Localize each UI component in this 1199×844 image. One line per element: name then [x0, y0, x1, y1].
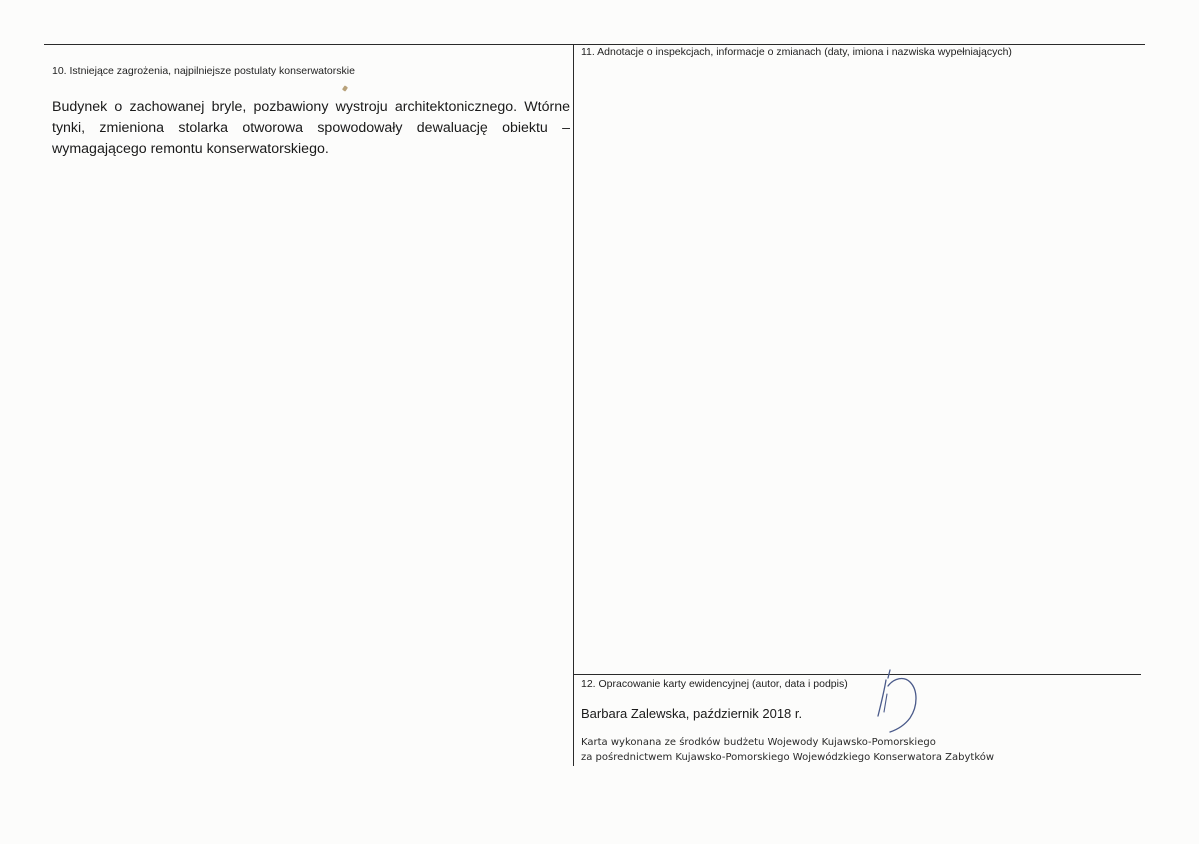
section11-heading: 11. Adnotacje o inspekcjach, informacje o zmianach (daty, imiona i nazwiska wypełniających)	[581, 46, 1012, 58]
section12-rule	[573, 674, 1141, 675]
top-rule	[44, 44, 1145, 45]
author-line: Barbara Zalewska, październik 2018 r.	[581, 706, 803, 721]
section12-heading: 12. Opracowanie karty ewidencyjnej (autor, data i podpis)	[581, 678, 848, 690]
paper-speck	[342, 85, 348, 91]
funding-note-line2: za pośrednictwem Kujawsko-Pomorskiego Wojewódzkiego Konserwatora Zabytków	[581, 752, 995, 763]
column-divider	[573, 44, 574, 766]
signature	[868, 664, 928, 736]
section10-text: Budynek o zachowanej bryle, pozbawiony wystroju architektonicznego. Wtórne tynki, zmieniona stolarka otworowa spowodowały dewaluację obiektu – wymagającego remontu konserwatorskiego.	[52, 99, 570, 157]
funding-note-line1: Karta wykonana ze środków budżetu Wojewody Kujawsko-Pomorskiego	[581, 737, 936, 748]
section10-heading: 10. Istniejące zagrożenia, najpilniejsze postulaty konserwatorskie	[52, 65, 355, 77]
